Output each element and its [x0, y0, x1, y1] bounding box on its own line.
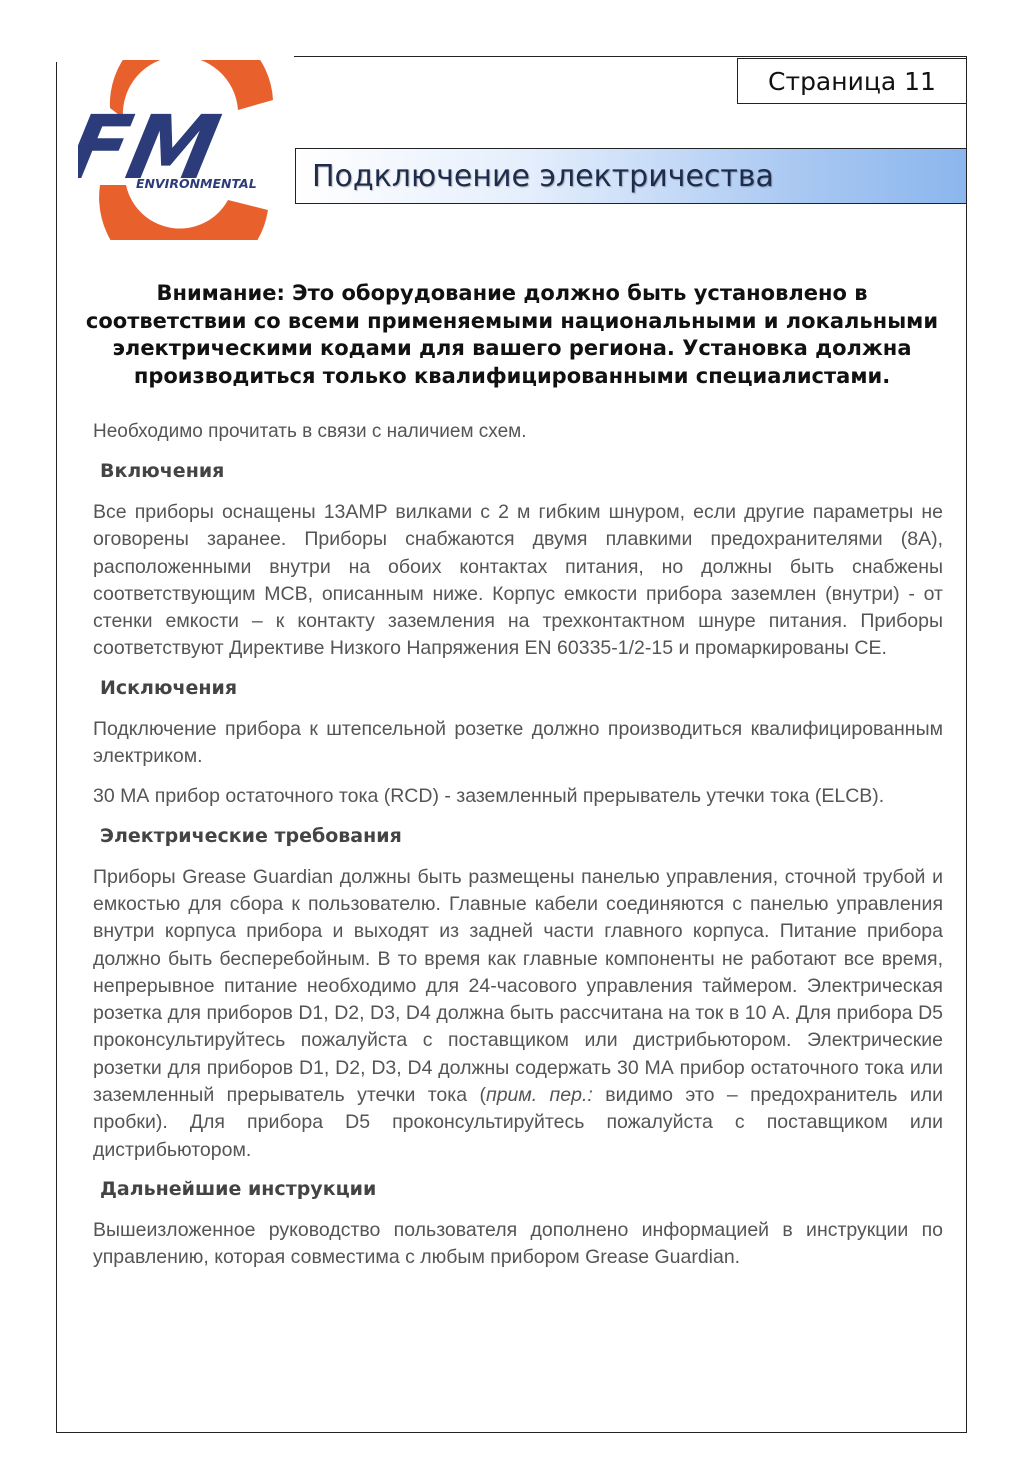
- section-paragraph: 30 МА прибор остаточного тока (RCD) - заземленный прерыватель утечки тока (ELCB).: [93, 785, 885, 808]
- svg-text:ENVIRONMENTAL: ENVIRONMENTAL: [136, 176, 257, 191]
- warning-notice: Внимание: Это оборудование должно быть установлено в соответствии со всеми применяемыми национальными и локальными электрическими кодами для вашего региона. Установка должна производиться только квалифицированными специалистами.: [85, 281, 939, 388]
- section-heading-further-instructions: Дальнейшие инструкции: [100, 1177, 377, 1200]
- fm-environmental-logo: [78, 60, 298, 240]
- section-paragraph: Подключение прибора к штепсельной розетке должно производиться квалифицированным электриком.: [93, 717, 943, 768]
- paragraph-text: видимо это – предохранитель или пробки). Для прибора D5 проконсультируйтесь пожалуйста с поставщиком или дистрибьютором.: [93, 1084, 943, 1161]
- section-heading-electrical-requirements: Электрические требования: [100, 824, 402, 847]
- intro-text: Необходимо прочитать в связи с наличием схем.: [93, 421, 527, 442]
- page-number-label: Страница 11: [737, 58, 967, 104]
- document-body: [93, 418, 943, 1285]
- section-paragraph: [93, 864, 943, 1164]
- section-paragraph: Все приборы оснащены 13AMP вилками с 2 м гибким шнуром, если другие параметры не оговорены заранее. Приборы снабжаются двумя плавкими предохранителями (8А), расположенными внутри на обоих контактах питания, но должны быть снабжены соответствующим MCB, описанным ниже. Корпус емкости прибора заземлен (внутри) - от стенки емкости – к контакту заземления на трехконтактном шнуре питания. Приборы соответствуют Директиве Низкого Напряжения EN 60335-1/2-15 и промаркированы СЕ.: [93, 501, 943, 660]
- section-heading-exclusions: Исключения: [100, 676, 238, 699]
- svg-text:FM: FM: [78, 95, 229, 199]
- translator-note: прим. пер.:: [485, 1084, 593, 1107]
- page-title: Подключение электричества: [295, 148, 967, 204]
- paragraph-text: Приборы Grease Guardian должны быть размещены панелью управления, сточной трубой и емкостью для сбора к пользователю. Главные кабели соединяются с панелью управления внутри корпуса прибора и выходят из задней части главного корпуса. Питание прибора должно быть бесперебойным. В то время как главные компоненты не работают все время, непрерывное питание необходимо для 24-часового управления таймером. Электрическая розетка для приборов D1, D2, D3, D4 должна быть рассчитана на ток в 10 А. Для прибора D5 проконсультируйтесь пожалуйста с поставщиком или дистрибьютором. Электрические розетки для приборов D1, D2, D3, D4 должны содержать 30 МА прибор остаточного тока или заземленный прерыватель утечки тока (: [93, 865, 943, 1107]
- section-heading-inclusions: Включения: [100, 460, 225, 482]
- section-paragraph: Вышеизложенное руководство пользователя дополнено информацией в инструкции по управлению, которая совместима с любым прибором Grease Guardian.: [93, 1218, 943, 1269]
